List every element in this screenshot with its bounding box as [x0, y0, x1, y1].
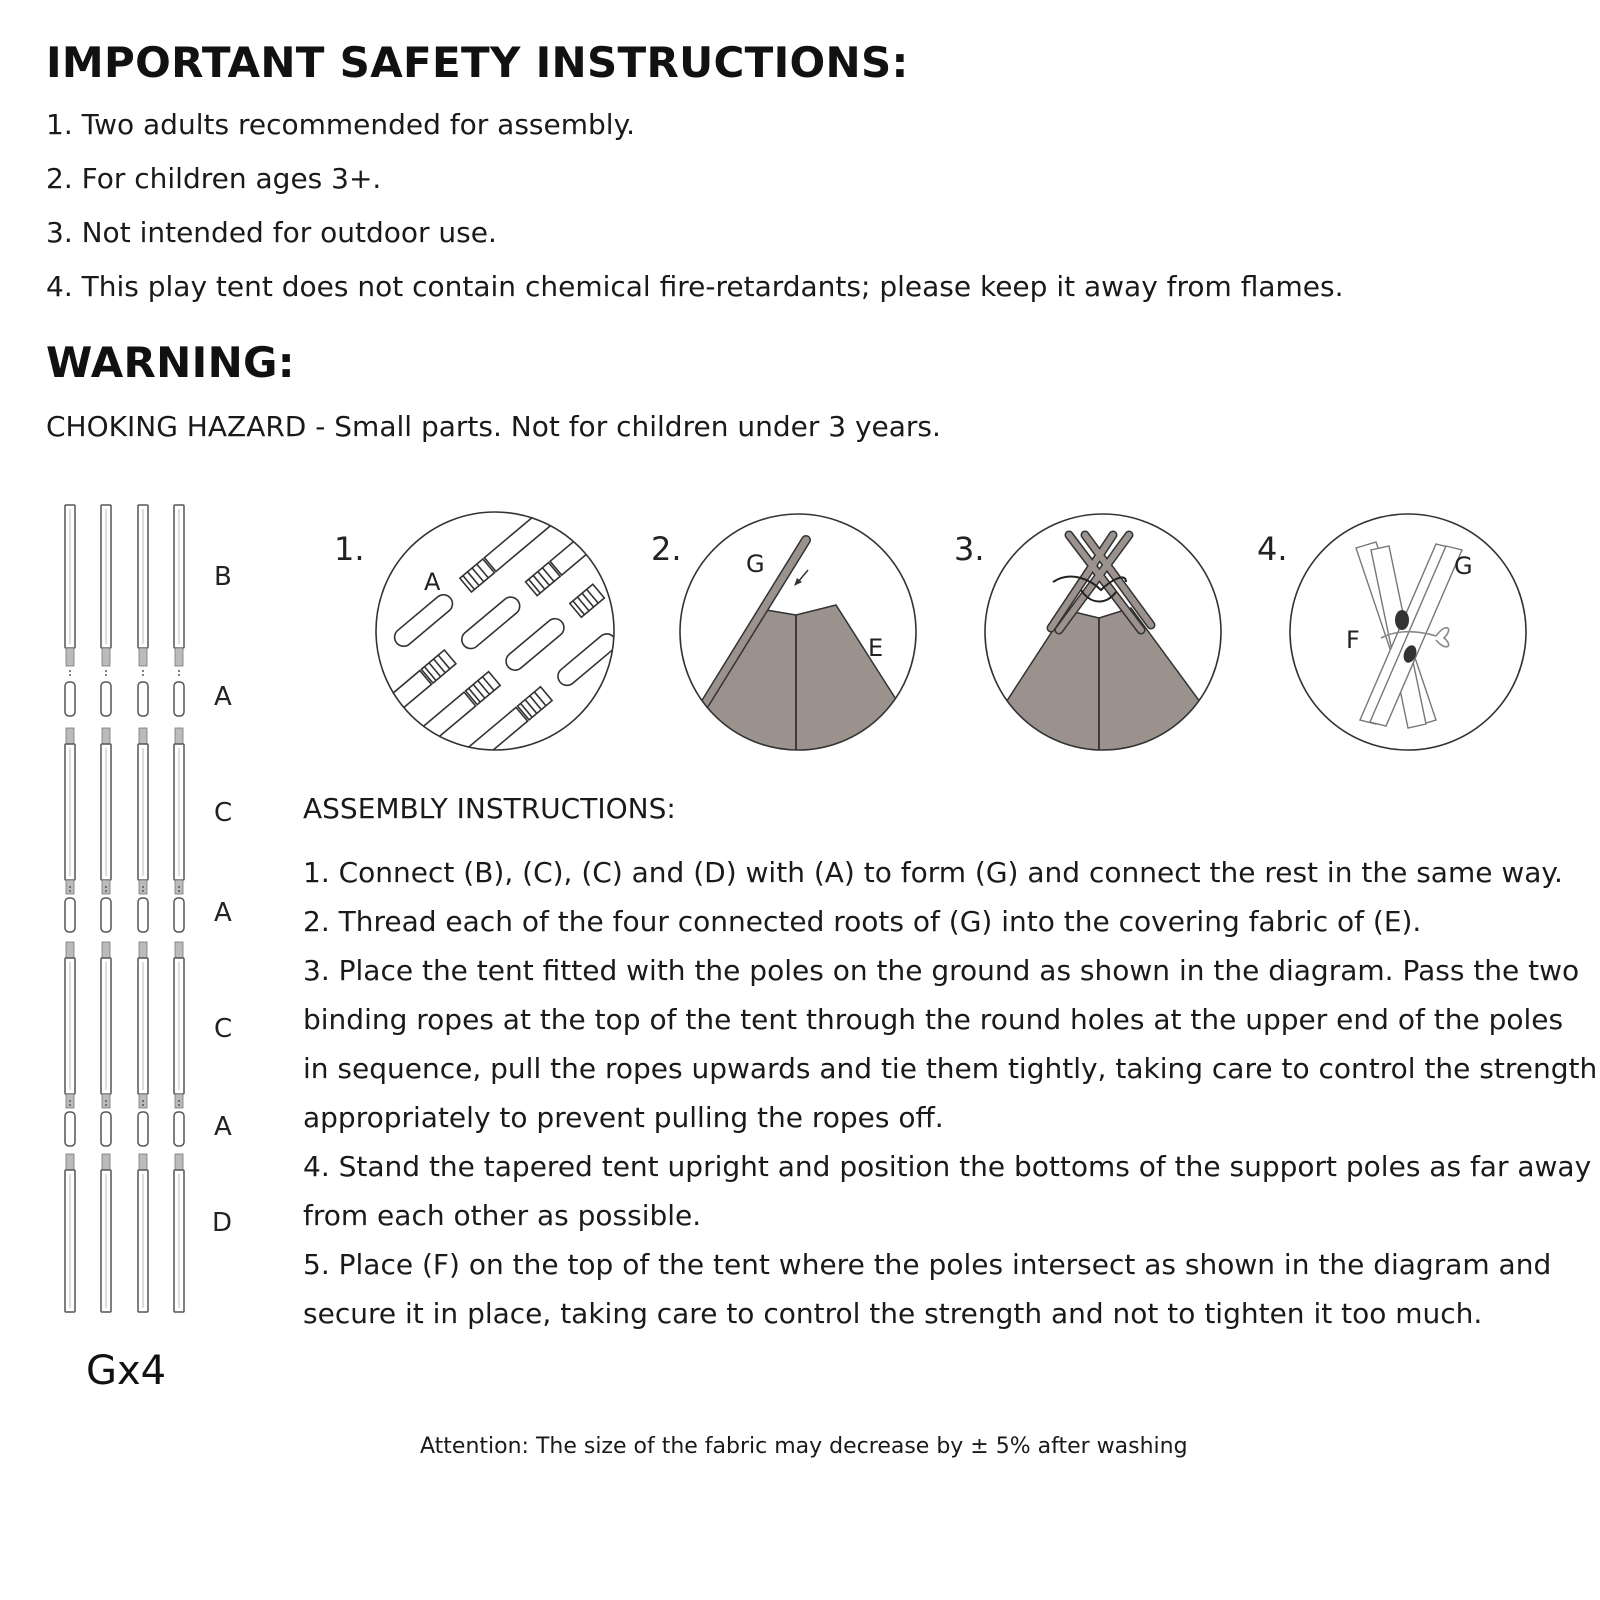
safety-item-1: 1. Two adults recommended for assembly.	[46, 108, 636, 141]
pole-thread	[102, 942, 110, 958]
pole-thread	[139, 942, 147, 958]
warning-title: WARNING:	[46, 338, 295, 387]
step4-label-f: F	[1346, 626, 1360, 654]
part-label-c: C	[214, 798, 233, 828]
part-label-a: A	[214, 682, 232, 712]
pole-connector	[65, 682, 75, 716]
step-number-4: 4.	[1257, 530, 1288, 568]
warning-text: CHOKING HAZARD - Small parts. Not for children under 3 years.	[46, 410, 941, 443]
step-number-1: 1.	[334, 530, 365, 568]
pole-thread	[175, 1154, 183, 1170]
pole-connector	[138, 682, 148, 716]
pole-thread	[102, 1154, 110, 1170]
pole-thread	[66, 728, 74, 744]
assembly-line: binding ropes at the top of the tent through the round holes at the upper end of the poles	[303, 1003, 1564, 1036]
attention-note: Attention: The size of the fabric may decrease by ± 5% after washing	[420, 1434, 1188, 1459]
pole-connector	[101, 682, 111, 716]
pole-thread	[66, 942, 74, 958]
assembly-line: secure it in place, taking care to control the strength and not to tighten it too much.	[303, 1297, 1483, 1330]
pole-connector	[65, 898, 75, 932]
assembly-line: 2. Thread each of the four connected roots of (G) into the covering fabric of (E).	[303, 905, 1422, 938]
pole-connector	[174, 682, 184, 716]
pole-thread	[139, 1154, 147, 1170]
pole-connector	[138, 898, 148, 932]
step4-diagram	[1286, 510, 1530, 756]
safety-item-2: 2. For children ages 3+.	[46, 162, 382, 195]
assembly-title: ASSEMBLY INSTRUCTIONS:	[303, 792, 676, 825]
pole-thread	[102, 728, 110, 744]
pole-connector	[101, 1112, 111, 1146]
pole-parts-diagram	[50, 500, 210, 1360]
step-number-2: 2.	[651, 530, 682, 568]
part-label-a: A	[214, 1112, 232, 1142]
safety-item-4: 4. This play tent does not contain chemical fire-retardants; please keep it away from flames.	[46, 270, 1344, 303]
ring-fastener-icon	[1395, 610, 1409, 630]
step1-label-a: A	[424, 568, 441, 596]
pole-group-label: Gx4	[86, 1348, 167, 1394]
part-label-c: C	[214, 1014, 233, 1044]
pole-thread	[139, 728, 147, 744]
step4-label-g: G	[1454, 552, 1473, 580]
pole-thread	[175, 942, 183, 958]
assembly-line: 5. Place (F) on the top of the tent where the poles intersect as shown in the diagram and	[303, 1248, 1552, 1281]
assembly-line: 1. Connect (B), (C), (C) and (D) with (A) to form (G) and connect the rest in the same way.	[303, 856, 1563, 889]
step1-diagram	[372, 508, 618, 754]
pole-connector	[174, 1112, 184, 1146]
step2-label-e: E	[868, 634, 884, 662]
pole-thread	[175, 728, 183, 744]
pole-connector	[101, 898, 111, 932]
safety-title: IMPORTANT SAFETY INSTRUCTIONS:	[46, 38, 909, 87]
pole-thread	[102, 648, 110, 666]
pole-connector	[138, 1112, 148, 1146]
assembly-line: in sequence, pull the ropes upwards and tie them tightly, taking care to control the strength	[303, 1052, 1598, 1085]
part-label-a: A	[214, 898, 232, 928]
pole-thread	[139, 648, 147, 666]
part-label-d: D	[212, 1208, 233, 1238]
safety-item-3: 3. Not intended for outdoor use.	[46, 216, 497, 249]
assembly-line: from each other as possible.	[303, 1199, 702, 1232]
pole-thread	[66, 1154, 74, 1170]
step2-label-g: G	[746, 550, 765, 578]
assembly-line: appropriately to prevent pulling the ropes off.	[303, 1101, 944, 1134]
pole-connector	[174, 898, 184, 932]
pole-thread	[175, 648, 183, 666]
assembly-line: 4. Stand the tapered tent upright and position the bottoms of the support poles as far away	[303, 1150, 1592, 1183]
step3-diagram	[981, 510, 1225, 756]
pole-thread	[66, 648, 74, 666]
step-number-3: 3.	[954, 530, 985, 568]
part-label-b: B	[214, 562, 232, 592]
step2-diagram	[676, 510, 920, 756]
pole-connector	[65, 1112, 75, 1146]
assembly-line: 3. Place the tent fitted with the poles on the ground as shown in the diagram. Pass the two	[303, 954, 1580, 987]
